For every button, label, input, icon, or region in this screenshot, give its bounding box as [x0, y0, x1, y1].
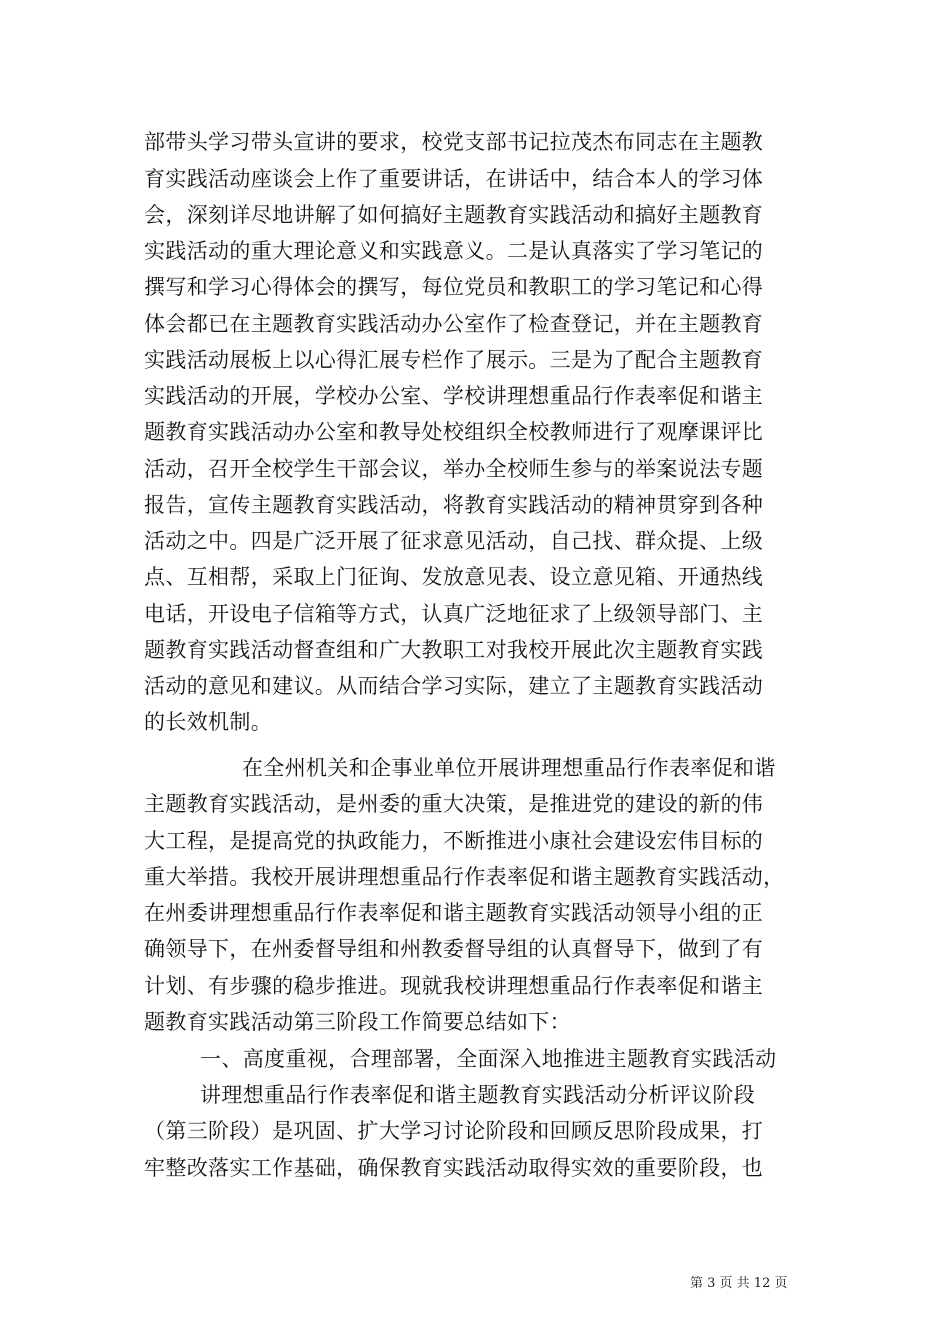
- text-line: 主题教育实践活动，是州委的重大决策，是推进党的建设的新的伟: [144, 792, 764, 816]
- paragraph-first-line: 讲理想重品行作表率促和谐主题教育实践活动分析评议阶段: [200, 1083, 756, 1107]
- text-line: 题教育实践活动第三阶段工作简要总结如下：: [144, 1010, 571, 1034]
- text-line: 牢整改落实工作基础，确保教育实践活动取得实效的重要阶段，也: [144, 1156, 764, 1180]
- text-line: 重大举措。我校开展讲理想重品行作表率促和谐主题教育实践活动，: [144, 865, 785, 889]
- text-line: 点、互相帮，采取上门征询、发放意见表、设立意见箱、开通热线: [144, 565, 764, 589]
- paragraph-first-line: 在全州机关和企事业单位开展讲理想重品行作表率促和谐: [242, 756, 776, 780]
- text-line: 育实践活动座谈会上作了重要讲话，在讲话中，结合本人的学习体: [144, 167, 764, 191]
- text-line: 题教育实践活动督查组和广大教职工对我校开展此次主题教育实践: [144, 638, 764, 662]
- text-line: 活动之中。四是广泛开展了征求意见活动，自己找、群众提、上级: [144, 529, 764, 553]
- text-line: 的长效机制。: [144, 710, 273, 734]
- text-line: 大工程，是提高党的执政能力，不断推进小康社会建设宏伟目标的: [144, 829, 764, 853]
- text-line: 实践活动的重大理论意义和实践意义。二是认真落实了学习笔记的: [144, 239, 764, 263]
- text-line: 活动的意见和建议。从而结合学习实际，建立了主题教育实践活动: [144, 674, 764, 698]
- text-line: 撰写和学习心得体会的撰写，每位党员和教职工的学习笔记和心得: [144, 275, 764, 299]
- text-line: 会，深刻详尽地讲解了如何搞好主题教育实践活动和搞好主题教育: [144, 203, 764, 227]
- text-line: 确领导下，在州委督导组和州教委督导组的认真督导下，做到了有: [144, 937, 764, 961]
- page-number-footer: 第 3 页 共 12 页: [690, 1276, 788, 1291]
- text-line: 在州委讲理想重品行作表率促和谐主题教育实践活动领导小组的正: [144, 901, 764, 925]
- section-heading: 一、高度重视，合理部署，全面深入地推进主题教育实践活动: [200, 1047, 777, 1071]
- text-line: 体会都已在主题教育实践活动办公室作了检查登记，并在主题教育: [144, 312, 764, 336]
- text-line: 实践活动的开展，学校办公室、学校讲理想重品行作表率促和谐主: [144, 384, 764, 408]
- text-line: 报告，宣传主题教育实践活动，将教育实践活动的精神贯穿到各种: [144, 493, 764, 517]
- text-line: 电话，开设电子信箱等方式，认真广泛地征求了上级领导部门、主: [144, 602, 764, 626]
- text-line: （第三阶段）是巩固、扩大学习讨论阶段和回顾反思阶段成果，打: [144, 1119, 764, 1143]
- text-line: 计划、有步骤的稳步推进。现就我校讲理想重品行作表率促和谐主: [144, 974, 764, 998]
- text-line: 活动，召开全校学生干部会议，举办全校师生参与的举案说法专题: [144, 457, 764, 481]
- text-line: 实践活动展板上以心得汇展专栏作了展示。三是为了配合主题教育: [144, 348, 764, 372]
- text-line: 部带头学习带头宣讲的要求，校党支部书记拉茂杰布同志在主题教: [144, 130, 764, 154]
- text-line: 题教育实践活动办公室和教导处校组织全校教师进行了观摩课评比: [144, 420, 764, 444]
